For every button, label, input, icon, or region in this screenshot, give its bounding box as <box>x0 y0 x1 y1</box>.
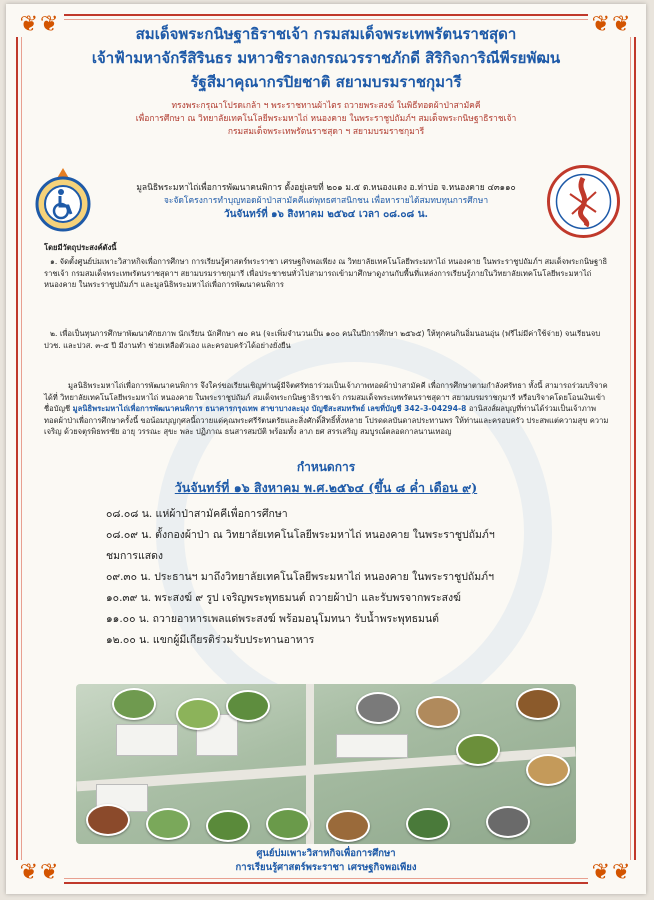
schedule-title: กำหนดการ <box>296 460 356 474</box>
map-photo-thumbnail <box>526 754 570 786</box>
schedule-item: ชมการแสดง <box>106 550 164 562</box>
map-photo-thumbnail <box>456 734 500 766</box>
schedule-item: ๑๒.๐๐ น. แขกผู้มีเกียรติร่วมรับประทานอาหาร <box>106 634 315 646</box>
map-photo-thumbnail <box>146 808 190 840</box>
schedule-item: ๐๙.๓๐ น. ประธานฯ มาถึงวิทยาลัยเทคโนโลยีพระมหาไถ่ หนองคาย ในพระราชูปถัมภ์ฯ <box>106 571 494 583</box>
map-photo-thumbnail <box>356 692 400 724</box>
objectives-heading: โดยมีวัตถุประสงค์ดังนี้ <box>44 243 117 252</box>
objective-2: ๒. เพื่อเป็นทุนการศึกษาพัฒนาศักยภาพ นักเรียน นักศึกษา ๗๐ คน (จะเพิ่มจำนวนเป็น ๑๐๐ คนในปีการศึกษา ๒๕๖๕) ให้ทุกคนกินอิ่มนอนอุ่น (ฟรีไม่มีค่าใช้จ่าย) จนเรียนจบ ปวช. และปวส. ๓-๕ ปี มีงานทำ ช่วยเหลือตัวเอง และครอบครัวได้อย่างยั่งยืน <box>44 329 601 350</box>
royal-subtitle-line-2: เพื่อการศึกษา ณ วิทยาลัยเทคโนโลยีพระมหาไถ่ หนองคาย ในพระราชูปถัมภ์ฯ สมเด็จพระกนิษฐาธิราชเจ้า <box>135 114 517 124</box>
map-photo-thumbnail <box>226 690 270 722</box>
invitation-text: มูลนิธิพระมหาไถ่เพื่อการพัฒนาคนพิการ จึงใคร่ขอเรียนเชิญท่านผู้มีจิตศรัทธาร่วมเป็นเจ้าภาพทอดผ้าป่าสามัคคี เพื่อการศึกษาตามกำลังศรัทธา ทั้งนี้ สามารถร่วมบริจาคได้ที่ วิทยาลัยเทคโนโลยีพระมหาไถ่ หนองคาย ในพระราชูปถัมภ์ สมเด็จพระกนิษฐาธิราชเจ้า กรมสมเด็จพระเทพรัตนราชสุดาฯ สยามบรมราชกุมารี หรือบริจาคโดยโอนเงินเข้าชื่อบัญชี <box>44 381 608 413</box>
royal-subtitle-line-3: กรมสมเด็จพระเทพรัตนราชสุดา ฯ สยามบรมราชกุมารี <box>227 127 425 137</box>
map-photo-thumbnail <box>266 808 310 840</box>
campus-aerial-map <box>76 684 576 844</box>
event-date: วันจันทร์ที่ ๑๖ สิงหาคม ๒๕๖๔ เวลา ๐๘.๐๘ น. <box>223 209 429 220</box>
schedule-list <box>106 504 586 651</box>
corner-ornament-icon: ❦❦ <box>10 8 70 42</box>
map-photo-thumbnail <box>406 808 450 840</box>
royal-title-line-1: สมเด็จพระกนิษฐาธิราชเจ้า กรมสมเด็จพระเทพรัตนราชสุดา <box>135 25 517 43</box>
map-photo-thumbnail <box>112 688 156 720</box>
blessing-text: อานิสงส์ผลบุญที่ท่านได้ร่วมเป็นเจ้าภาพทอดผ้าป่าเพื่อการศึกษาครั้งนี้ ขอน้อมบุญกุศลนี้ถวายแด่คุณพระศรีรัตนตรัยและสิ่งศักดิ์สิทธิ์ทั้งหลาย โปรดดลบันดาลประทานพร ให้ท่านและครอบครัว ประสพแต่ความสุข ความเจริญ ด้วยจตุรพิธพรชัย อายุ วรรณะ สุขะ พละ ปฏิภาณ ธนสารสมบัติ พร้อมทั้ง ลาภ ยศ สรรเสริญ สมบูรณ์ตลอดกาลนานเทอญ <box>44 404 609 436</box>
corner-ornament-icon: ❦❦ <box>10 856 70 890</box>
map-photo-thumbnail <box>486 806 530 838</box>
corner-ornament-icon: ❦❦ <box>582 856 642 890</box>
map-photo-thumbnail <box>326 810 370 842</box>
map-building <box>116 724 178 756</box>
foundation-seal-icon <box>546 164 621 239</box>
map-photo-thumbnail <box>516 688 560 720</box>
event-purpose: จะจัดโครงการทำบุญทอดผ้าป่าสามัคคีแด่พุทธศาสนิกชน เพื่อหารายได้สมทบทุนการศึกษา <box>163 196 489 206</box>
schedule-date: วันจันทร์ที่ ๑๖ สิงหาคม พ.ศ.๒๕๖๔ (ขึ้น ๘ ค่ำ เดือน ๙) <box>174 480 478 495</box>
schedule-item: ๐๘.๐๘ น. แห่ผ้าป่าสามัคคีเพื่อการศึกษา <box>106 508 288 520</box>
schedule-item: ๑๐.๓๙ น. พระสงฆ์ ๙ รูป เจริญพระพุทธมนต์ ถวายผ้าป่า และรับพรจากพระสงฆ์ <box>106 592 461 604</box>
poster-header <box>46 22 606 139</box>
poster-page <box>6 4 646 894</box>
footer-line-2: การเรียนรู้ศาสตร์พระราชา เศรษฐกิจพอเพียง <box>235 862 417 873</box>
royal-title-line-3: รัฐสีมาคุณากรปิยชาติ สยามบรมราชกุมารี <box>190 73 462 91</box>
footer-line-1: ศูนย์บ่มเพาะวิสาหกิจเพื่อการศึกษา <box>256 848 396 859</box>
royal-title-line-2: เจ้าฟ้ามหาจักรีสิรินธร มหาวชิราลงกรณวรราชภักดี สิริกิจการิณีพีรยพัฒน <box>91 49 561 67</box>
map-photo-thumbnail <box>206 810 250 842</box>
map-photo-thumbnail <box>86 804 130 836</box>
schedule-item: ๐๘.๐๙ น. ตั้งกองผ้าป่า ณ วิทยาลัยเทคโนโลยีพระมหาไถ่ หนองคาย ในพระราชูปถัมภ์ฯ <box>106 529 495 541</box>
royal-subtitle-line-1: ทรงพระกรุณาโปรดเกล้า ฯ พระราชทานผ้าไตร ถวายพระสงฆ์ ในพิธีทอดผ้าป่าสามัคคี <box>171 101 481 111</box>
footer-caption <box>6 847 646 875</box>
objective-1: ๑. จัดตั้งศูนย์บ่มเพาะวิสาหกิจเพื่อการศึกษา การเรียนรู้ศาสตร์พระราชา เศรษฐกิจพอเพียง ณ วิทยาลัยเทคโนโลยีพระมหาไถ่ หนองคาย ในพระราชูปถัมภ์ฯ สมเด็จพระกนิษฐาธิราชเจ้า กรมสมเด็จพระเทพรัตนราชสุดาฯ สยามบรมราชกุมารี เพื่อประชาชนทั่วไปสามารถเข้ามาศึกษาดูงานกับพื้นที่แหล่งการเรียนรู้ภายในวิทยาลัยเทคโนโลยีพระมหาไถ่ หนองคาย ในพระราชูปถัมภ์ฯ และมูลนิธิพระมหาไถ่เพื่อการพัฒนาคนพิการ <box>44 257 608 289</box>
map-building <box>336 734 408 758</box>
schedule-item: ๑๑.๐๐ น. ถวายอาหารเพลแด่พระสงฆ์ พร้อมอนุโมทนา รับน้ำพระพุทธมนต์ <box>106 613 439 625</box>
organization-block <box>106 182 546 222</box>
bank-account-info: มูลนิธิพระมหาไถ่เพื่อการพัฒนาคนพิการ ธนาคารกรุงเทพ สาขาบางละมุง บัญชีสะสมทรัพย์ เลขที่บัญชี 342-3-04294-8 <box>72 404 467 413</box>
map-photo-thumbnail <box>416 696 460 728</box>
organization-address: มูลนิธิพระมหาไถ่เพื่อการพัฒนาคนพิการ ตั้งอยู่เลขที่ ๒๐๑ ม.๕ ต.หนองแดง อ.ท่าบ่อ จ.หนองคาย ๔๓๑๑๐ <box>136 183 516 193</box>
corner-ornament-icon: ❦❦ <box>582 8 642 42</box>
invitation-paragraph <box>44 380 610 438</box>
wheelchair-emblem-icon <box>28 164 98 234</box>
map-photo-thumbnail <box>176 698 220 730</box>
